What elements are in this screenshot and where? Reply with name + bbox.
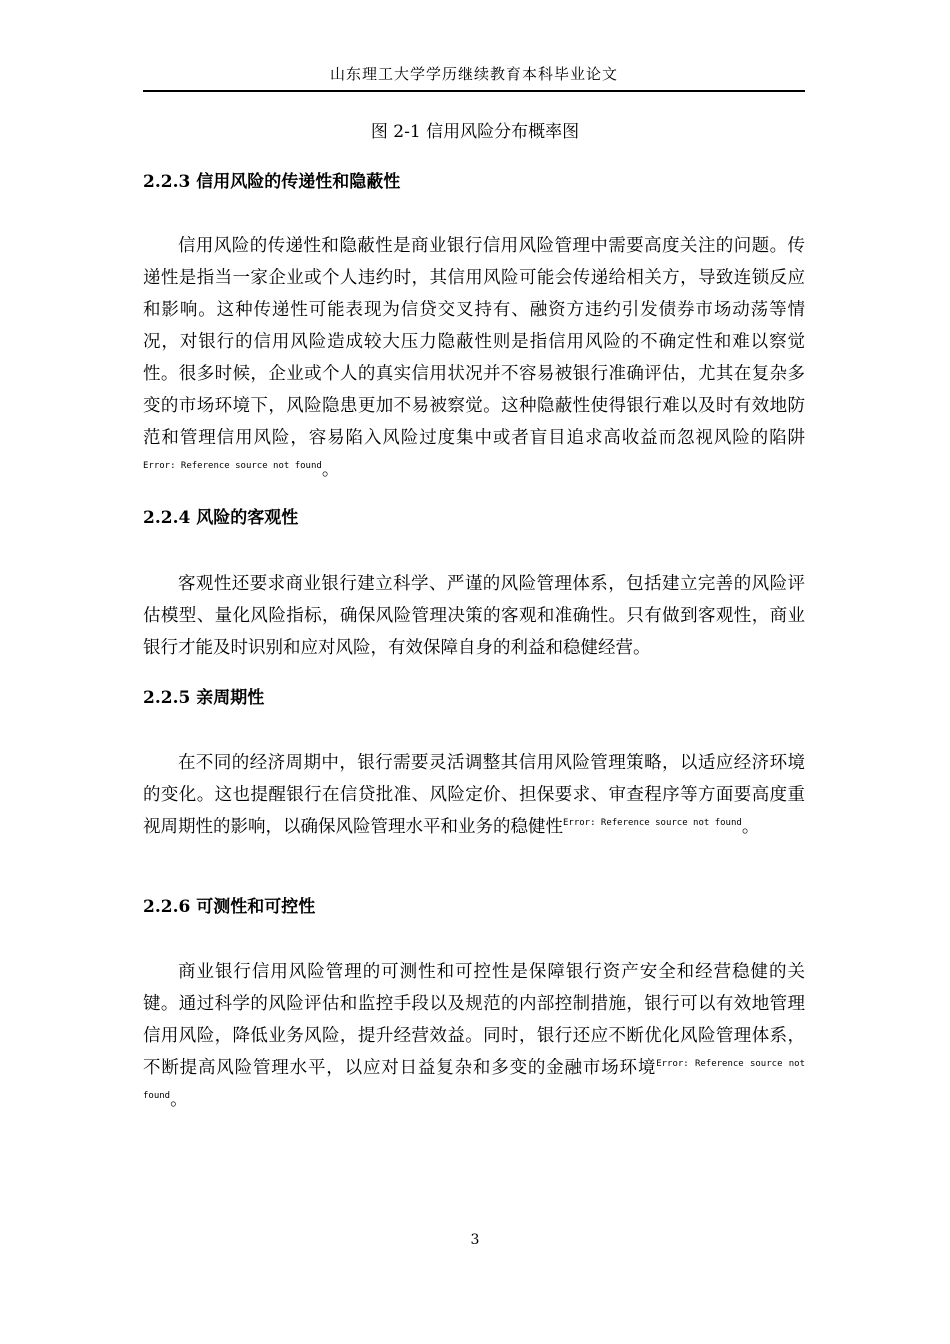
section-body-2-2-4 <box>143 568 805 664</box>
page-number: 3 <box>470 1232 480 1248</box>
reference-error: Error: Reference source not found <box>563 818 742 828</box>
reference-error: Error: Reference source not found <box>143 461 322 471</box>
section-body-2-2-6 <box>143 956 805 1116</box>
section-body-2-2-3 <box>143 230 805 486</box>
body-text: 客观性还要求商业银行建立科学、严谨的风险管理体系，包括建立完善的风险评估模型、量化风险指标，确保风险管理决策的客观和准确性。只有做到客观性，商业银行才能及时识别和应对风险，有效保障自身的利益和稳健经营 <box>143 574 805 658</box>
body-text: 商业银行信用风险管理的可测性和可控性是保障银行资产安全和经营稳健的关键。通过科学的风险评估和监控手段以及规范的内部控制措施，银行可以有效地管理信用风险，降低业务风险，提升经营效益。同时，银行还应不断优化风险管理体系，不断提高风险管理水平，以应对日益复杂和多变的金融市场环境 <box>143 962 805 1078</box>
sentence-end: 。 <box>741 817 760 837</box>
section-heading-2-2-4: 2.2.4 风险的客观性 <box>143 508 299 528</box>
body-text: 在不同的经济周期中，银行需要灵活调整其信用风险管理策略，以适应经济环境的变化。这也提醒银行在信贷批准、风险定价、担保要求、审查程序等方面要高度重视周期性的影响，以确保风险管理水平和业务的稳健性 <box>143 753 805 837</box>
sentence-end: 。 <box>321 460 340 480</box>
header-title: 山东理工大学学历继续教育本科毕业论文 <box>329 65 618 83</box>
body-text: 信用风险的传递性和隐蔽性是商业银行信用风险管理中需要高度关注的问题。传递性是指当一家企业或个人违约时，其信用风险可能会传递给相关方，导致连锁反应和影响。这种传递性可能表现为信贷交叉持有、融资方违约引发债券市场动荡等情况，对银行的信用风险造成较大压力隐蔽性则是指信用风险的不确定性和难以察觉性。很多时候，企业或个人的真实信用状况并不容易被银行准确评估，尤其在复杂多变的市场环境下，风险隐患更加不易被察觉。这种隐蔽性使得银行难以及时有效地防范和管理信用风险，容易陷入风险过度集中或者盲目追求高收益而忽视风险的陷阱 <box>143 236 805 448</box>
page-header <box>143 60 805 92</box>
section-heading-2-2-3: 2.2.3 信用风险的传递性和隐蔽性 <box>143 172 401 192</box>
section-heading-2-2-5: 2.2.5 亲周期性 <box>143 688 265 708</box>
figure-caption: 图 2-1 信用风险分布概率图 <box>370 122 580 142</box>
sentence-end: 。 <box>170 1090 188 1110</box>
section-body-2-2-5 <box>143 747 805 843</box>
reference-error: Error: Reference source not found <box>143 1059 805 1101</box>
sentence-end: 。 <box>633 638 651 658</box>
section-heading-2-2-6: 2.2.6 可测性和可控性 <box>143 897 316 917</box>
